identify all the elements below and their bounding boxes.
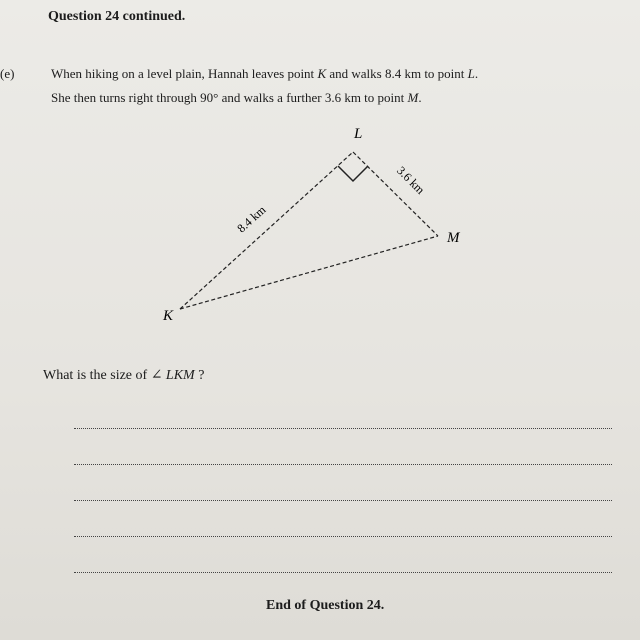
- side-km: [180, 236, 438, 309]
- side-label-kl: 8.4 km: [234, 202, 269, 236]
- side-kl: [180, 152, 353, 309]
- right-angle-marker: [338, 166, 368, 181]
- answer-line[interactable]: [74, 572, 612, 573]
- question-text: When hiking on a level plain, Hannah leaves point: [51, 66, 318, 81]
- answer-line[interactable]: [74, 428, 612, 429]
- end-of-question-note: End of Question 24.: [266, 598, 385, 613]
- point-ref-m: M: [407, 90, 419, 105]
- page-heading: Question 24 continued.: [48, 9, 186, 24]
- ask-text: ?: [194, 368, 205, 383]
- vertex-label-l: L: [354, 126, 363, 142]
- part-label: (e): [0, 66, 15, 81]
- question-text: She then turns right through 90° and walks a further 3.6 km to point: [51, 90, 408, 105]
- question-text: .: [418, 90, 422, 105]
- answer-line[interactable]: [74, 536, 612, 537]
- answer-line[interactable]: [74, 464, 612, 465]
- angle-question: [43, 367, 204, 384]
- vertex-label-k: K: [163, 308, 174, 324]
- side-label-lm: 3.6 km: [394, 163, 428, 197]
- vertex-label-m: M: [447, 230, 460, 246]
- question-text: .: [474, 66, 479, 81]
- question-text: and walks 8.4 km to point: [326, 66, 468, 81]
- point-ref-k: K: [317, 66, 327, 81]
- point-ref-l: L: [467, 66, 475, 81]
- answer-line[interactable]: [74, 500, 612, 501]
- side-lm: [353, 152, 438, 236]
- ask-text: What is the size of: [43, 368, 151, 383]
- angle-symbol: ∠: [150, 368, 163, 383]
- angle-name: LKM: [162, 368, 195, 383]
